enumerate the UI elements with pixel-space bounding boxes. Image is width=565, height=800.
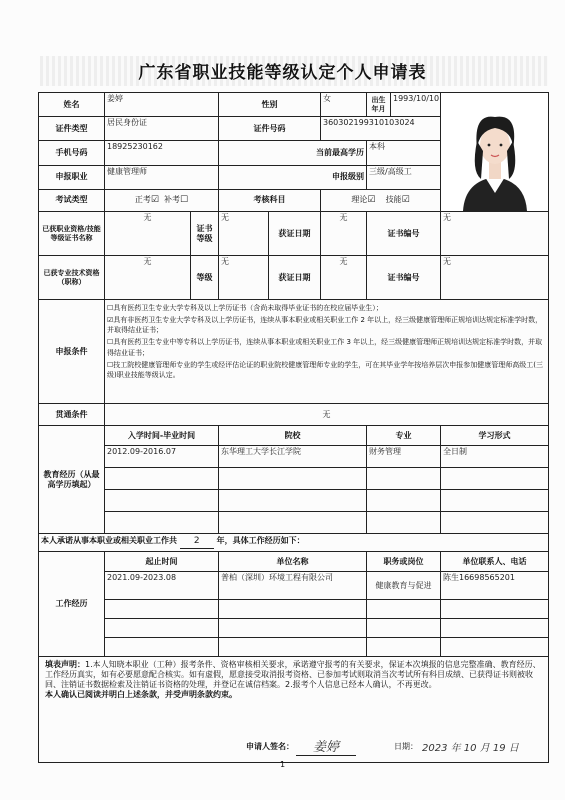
table-row xyxy=(39,600,549,619)
condition-item: ☐技工院校健康管理师专业的学生或经评估论证的职业院校健康管理师专业的学生，可在其毕业学年按培养层次申报参加健康管理师高级工(三级)职业技能等级认定。 xyxy=(107,360,544,379)
company-header: 单位名称 xyxy=(219,552,367,572)
edu-period-header: 入学时间-毕业时间 xyxy=(105,426,219,446)
portrait-icon xyxy=(455,101,535,211)
tech-no-value: 无 xyxy=(441,256,549,300)
name-value: 姜婷 xyxy=(105,93,219,117)
contact-header: 单位联系人、电话 xyxy=(441,552,549,572)
contact-cell: 陈生16698565201 xyxy=(441,572,549,600)
gender-label: 性别 xyxy=(219,93,321,117)
theory-checkbox: ☑ xyxy=(367,194,376,205)
study-form-cell: 全日制 xyxy=(441,446,549,468)
skill-checkbox: ☑ xyxy=(401,194,410,205)
company-cell: 普柏（深圳）环境工程有限公司 xyxy=(219,572,367,600)
work-period-cell: 2021.09-2023.08 xyxy=(105,572,219,600)
declaration-text-2: 2.报考个人信息已经本人确认，不再更改。 xyxy=(285,680,437,689)
table-row xyxy=(39,638,549,657)
through-label: 贯通条件 xyxy=(39,404,105,426)
vocational-cert-label: 已获职业资格/技能等级证书名称 xyxy=(39,212,105,256)
major-header: 专业 xyxy=(367,426,441,446)
through-value: 无 xyxy=(105,404,549,426)
table-row xyxy=(39,512,549,534)
school-cell: 东华理工大学长江学院 xyxy=(219,446,367,468)
occupation-label: 申报职业 xyxy=(39,165,105,189)
tech-date-value: 无 xyxy=(321,256,367,300)
declaration-confirm: 本人确认已阅读并明白上述条款，并受声明条款约束。 xyxy=(45,690,237,699)
education-value: 本科 xyxy=(367,141,441,165)
study-form-header: 学习形式 xyxy=(441,426,549,446)
applicant-signature: 姜婷 xyxy=(296,736,356,756)
work-period-header: 起止时间 xyxy=(105,552,219,572)
name-label: 姓名 xyxy=(39,93,105,117)
work-history-label: 工作经历 xyxy=(39,552,105,657)
tech-title-value: 无 xyxy=(105,256,191,300)
gender-value: 女 xyxy=(321,93,367,117)
table-row xyxy=(39,490,549,512)
birth-label: 出生年月 xyxy=(367,93,391,117)
school-header: 院校 xyxy=(219,426,367,446)
table-row xyxy=(39,619,549,638)
work-pledge: 本人承诺从事本职业或相关职业工作共 2 年，具体工作经历如下： xyxy=(39,534,549,552)
cert-level-value: 无 xyxy=(219,212,269,256)
tech-level-label: 等级 xyxy=(191,256,219,300)
condition-item: ☐具有医药卫生专业大学专科及以上学历证书（含尚未取得毕业证书的在校应届毕业生）； xyxy=(107,304,383,312)
id-no-value: 360302199310103024 xyxy=(321,117,441,141)
declaration-head: 填表声明： xyxy=(45,660,85,669)
signature-row xyxy=(38,738,548,756)
conditions-list xyxy=(105,300,549,404)
table-row xyxy=(39,572,549,600)
cert-no-label: 证书编号 xyxy=(367,212,441,256)
page-number: 1 xyxy=(279,760,286,769)
id-type-label: 证件类型 xyxy=(39,117,105,141)
exam-subject-label: 考核科目 xyxy=(219,189,321,211)
id-type-value: 居民身份证 xyxy=(105,117,219,141)
exam-type-label: 考试类型 xyxy=(39,189,105,211)
cert-no-value: 无 xyxy=(441,212,549,256)
level-value: 三级/高级工 xyxy=(367,165,441,189)
edu-history-label: 教育经历（从最高学历填起） xyxy=(39,426,105,534)
edu-period-cell: 2012.09-2016.07 xyxy=(105,446,219,468)
phone-label: 手机号码 xyxy=(39,141,105,165)
cert-level-label: 证书等级 xyxy=(191,212,219,256)
photo-cell xyxy=(441,93,549,212)
application-table xyxy=(38,92,549,763)
work-years-value: 2 xyxy=(180,536,214,548)
exam-normal-checkbox: ☑ xyxy=(150,194,159,205)
id-no-label: 证件号码 xyxy=(219,117,321,141)
tech-date-label: 获证日期 xyxy=(269,256,321,300)
exam-type-options: 正考☑ 补考☐ xyxy=(105,189,219,211)
exam-subject-options: 理论☑ 技能☑ xyxy=(321,189,441,211)
education-label: 当前最高学历 xyxy=(219,141,367,165)
form-title: 广东省职业技能等级认定个人申请表 xyxy=(138,63,427,83)
condition-item: ☑具有非医药卫生专业大学专科及以上学历证书，连续从事本职业或相关职业工作 2 年以上，经三级健康管理师正规培训达规定标准学时数，并取得结业证书； xyxy=(107,316,543,335)
obtain-date-value: 无 xyxy=(321,212,367,256)
position-cell: 健康教育与促进 xyxy=(367,572,441,600)
occupation-value: 健康管理师 xyxy=(105,165,219,189)
level-label: 申报级别 xyxy=(219,165,367,189)
declaration-text-1: 1.本人知晓本职业（工种）报考条件、资格审核相关要求，承诺遵守报考的有关要求，保证本次填报的信息完整准确、教育经历、工作经历真实，如有必要愿意配合核实。如有虚假，愿意接受取消报考资格、已参加考试则取消当次考试所有科目成绩、已获得证书则被收回、注销证书数据检索及注销证书资格的处理，并登记在诚信档案。 xyxy=(45,660,541,689)
signature-date: 2023 年 10 月 19 日 xyxy=(422,743,519,754)
conditions-label: 申报条件 xyxy=(39,300,105,404)
applicant-photo xyxy=(441,93,548,211)
table-row xyxy=(39,446,549,468)
phone-value: 18925230162 xyxy=(105,141,219,165)
tech-no-label: 证书编号 xyxy=(367,256,441,300)
exam-retake-checkbox: ☐ xyxy=(180,194,189,205)
major-cell: 财务管理 xyxy=(367,446,441,468)
date-label: 日期： xyxy=(394,742,418,751)
birth-value: 1993/10/10 xyxy=(391,93,441,117)
tech-title-label: 已获专业技术资格（职称） xyxy=(39,256,105,300)
condition-item: ☐具有医药卫生专业中等专科以上学历证书，连续从事本职业或相关职业工作 3 年以上，经三级健康管理师正规培训达规定标准学时数，并取得结业证书； xyxy=(107,338,543,357)
vocational-cert-value: 无 xyxy=(105,212,191,256)
obtain-date-label: 获证日期 xyxy=(269,212,321,256)
position-header: 职务或岗位 xyxy=(367,552,441,572)
tech-level-value: 无 xyxy=(219,256,269,300)
signature-label: 申请人签名： xyxy=(246,742,294,751)
table-row xyxy=(39,468,549,490)
